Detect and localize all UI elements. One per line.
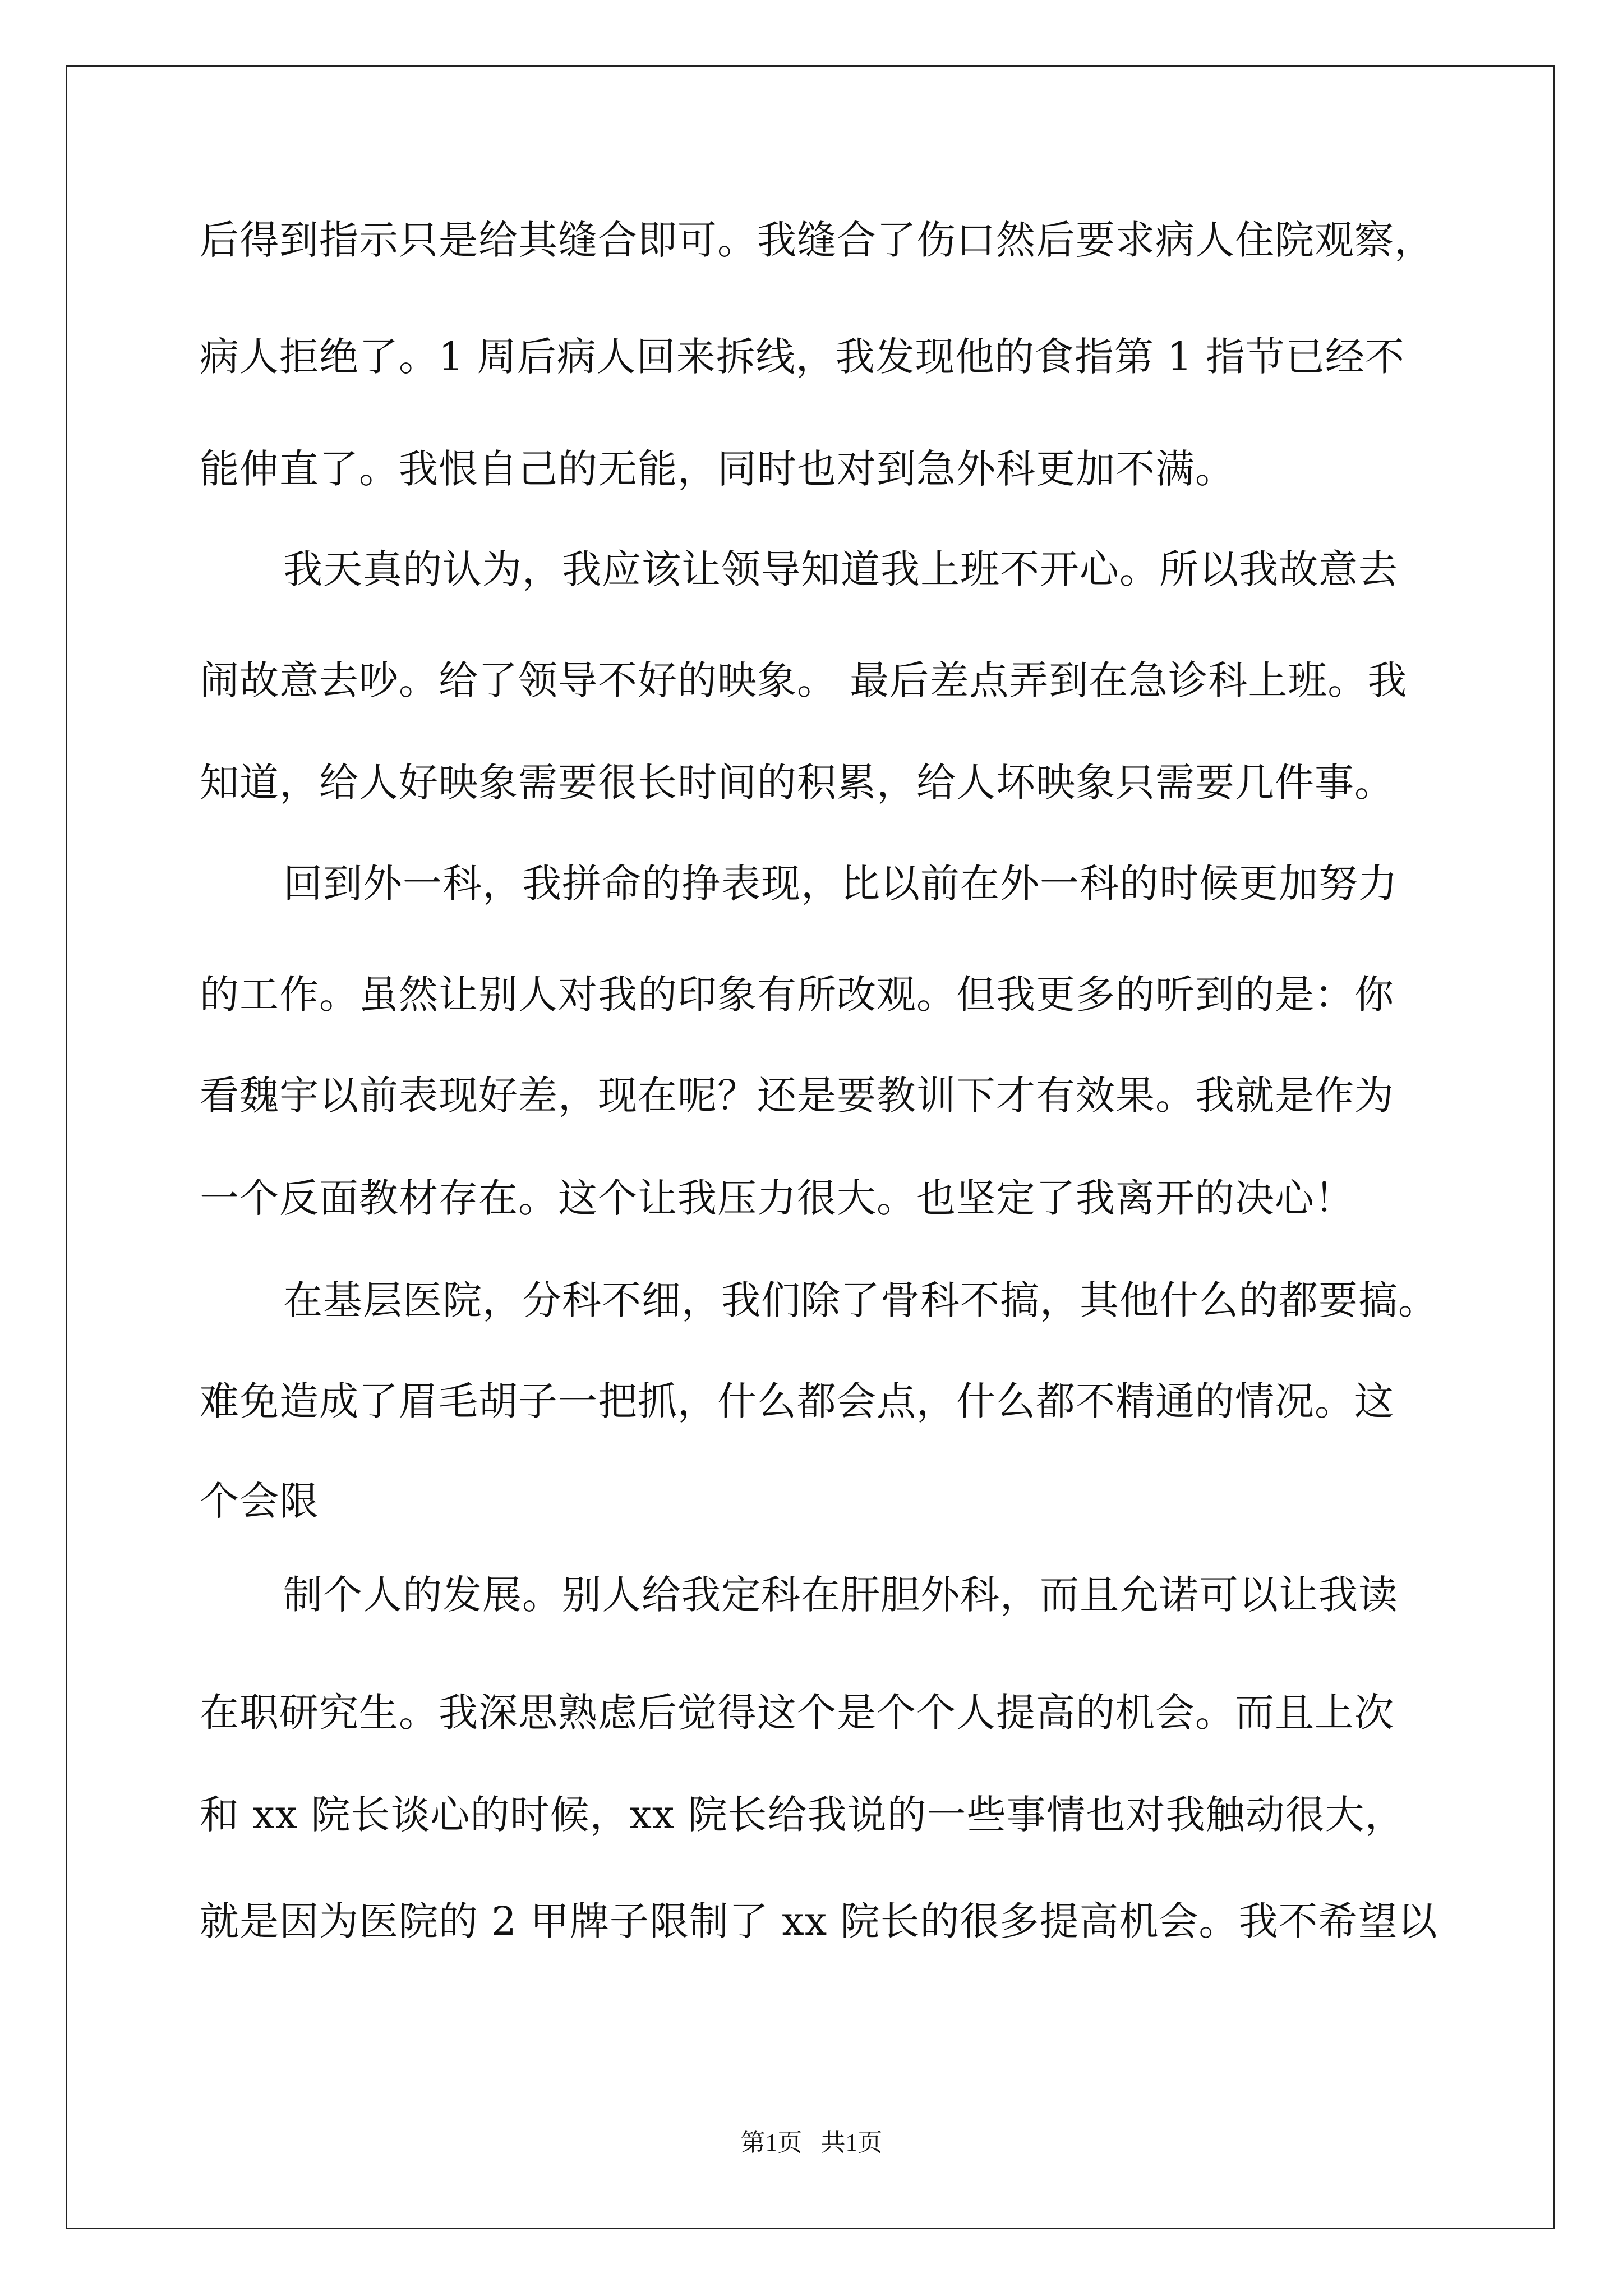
page-number-footer: 第1页 共1页 [740, 2129, 883, 2156]
text-line: 能伸直了。我恨自己的无能，同时也对到急外科更加不满。 [200, 446, 1235, 492]
text-line: 和 xx 院长谈心的时候，xx 院长给我说的一些事情也对我触动很大， [200, 1792, 1405, 1838]
text-line: 看魏宇以前表现好差，现在呢？还是要教训下才有效果。我就是作为 [200, 1073, 1394, 1119]
paragraph-first-line: 在基层医院，分科不细，我们除了骨科不搞，其他什么的都要搞。 [283, 1277, 1438, 1323]
text-line: 在职研究生。我深思熟虑后觉得这个是个个人提高的机会。而且上次 [200, 1690, 1394, 1736]
text-line: 的工作。虽然让别人对我的印象有所改观。但我更多的听到的是：你 [200, 972, 1394, 1018]
paragraph-first-line: 回到外一科，我拼命的挣表现，比以前在外一科的时候更加努力 [283, 861, 1398, 907]
paragraph-first-line: 我天真的认为，我应该让领导知道我上班不开心。所以我故意去 [283, 546, 1398, 592]
text-line: 病人拒绝了。1 周后病人回来拆线，我发现他的食指第 1 指节已经不 [200, 334, 1405, 380]
text-line: 难免造成了眉毛胡子一把抓，什么都会点，什么都不精通的情况。这 [200, 1378, 1394, 1424]
text-line: 一个反面教材存在。这个让我压力很大。也坚定了我离开的决心！ [200, 1175, 1354, 1221]
text-line: 个会限 [200, 1478, 319, 1524]
text-line: 知道，给人好映象需要很长时间的积累，给人坏映象只需要几件事。 [200, 760, 1394, 806]
text-line: 闹故意去吵。给了领导不好的映象。 最后差点弄到在急诊科上班。我 [200, 657, 1408, 703]
text-line: 就是因为医院的 2 甲牌子限制了 xx 院长的很多提高机会。我不希望以 [200, 1898, 1438, 1944]
paragraph-first-line: 制个人的发展。别人给我定科在肝胆外科，而且允诺可以让我读 [283, 1572, 1398, 1618]
text-line: 后得到指示只是给其缝合即可。我缝合了伤口然后要求病人住院观察， [200, 217, 1434, 263]
